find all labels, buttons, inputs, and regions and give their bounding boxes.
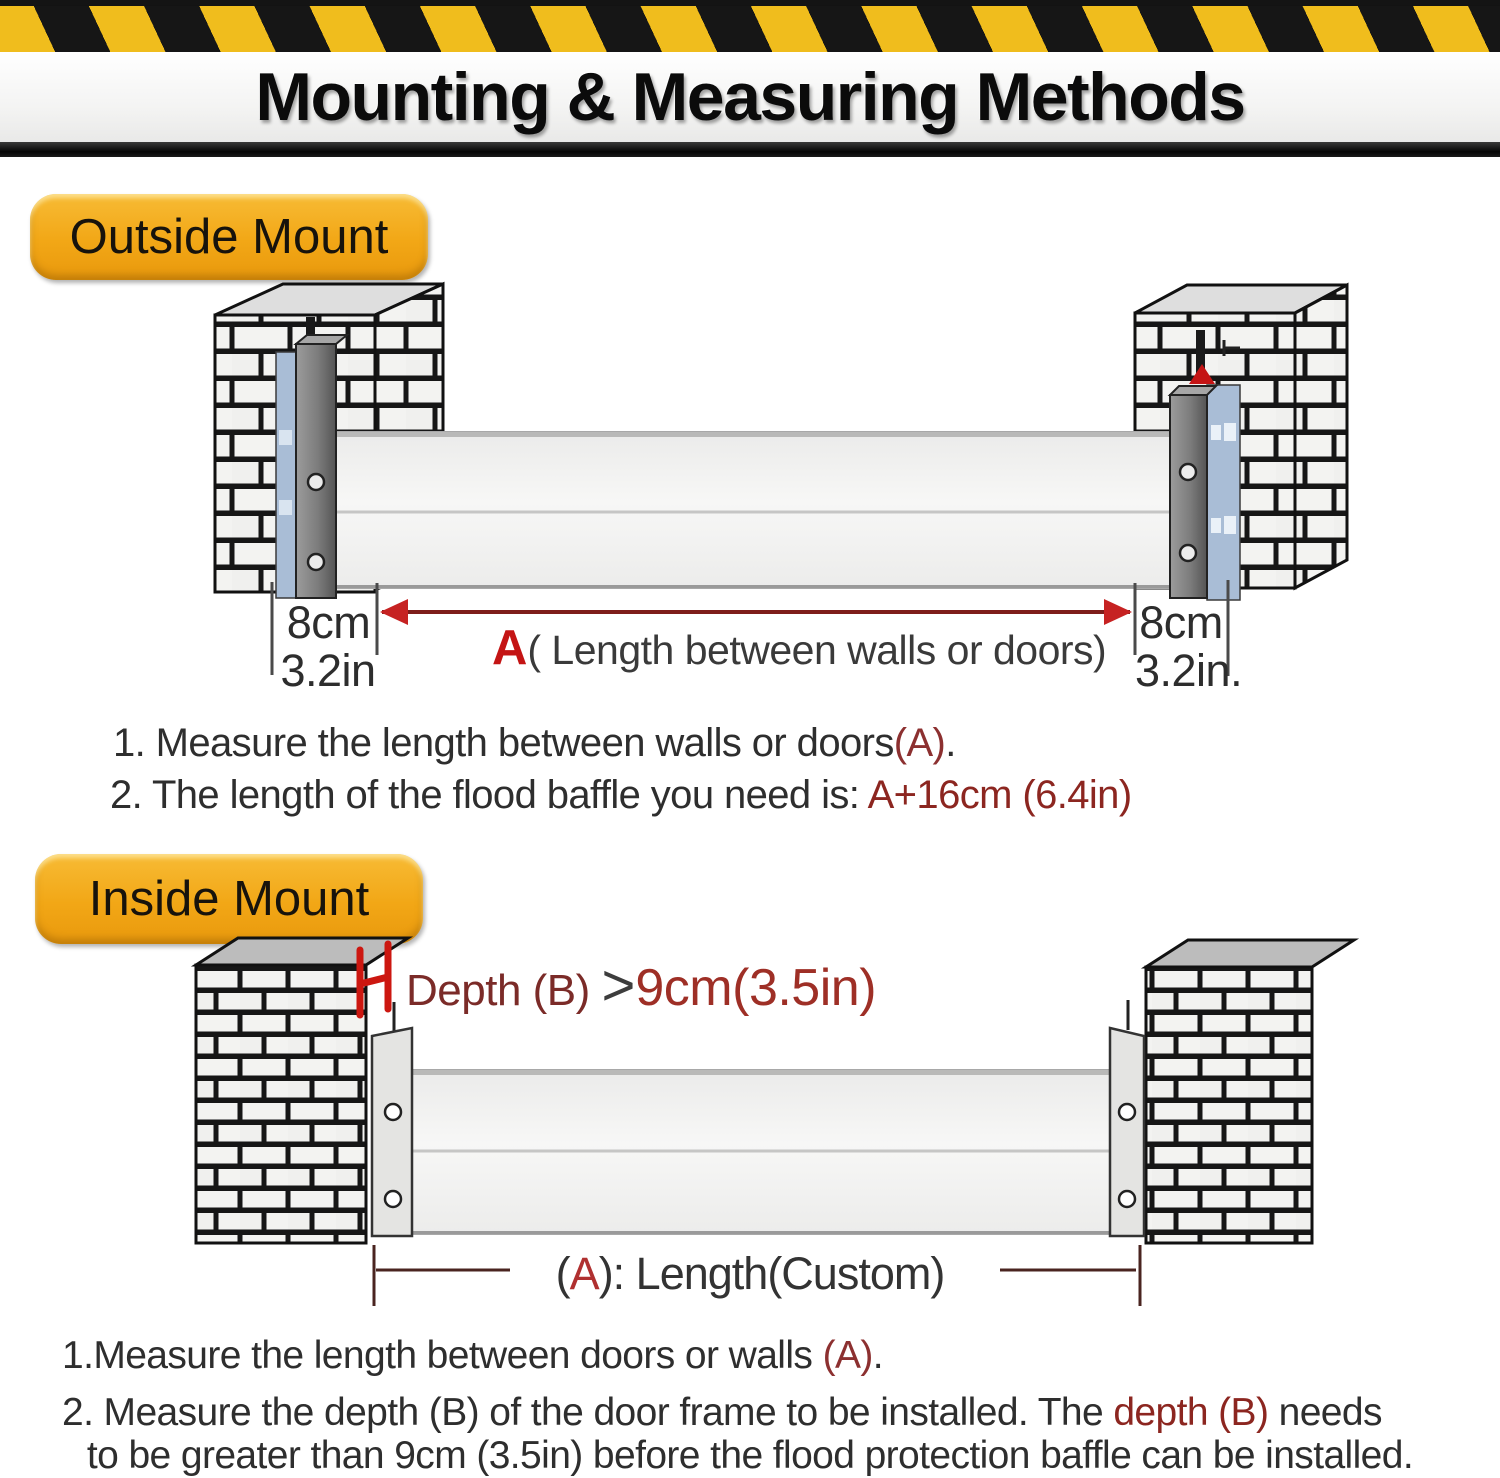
flood-barrier-panel-inside: [412, 1070, 1110, 1234]
depth-b-label: Depth (B) >9cm(3.5in): [406, 953, 877, 1018]
outside-step-2: 2. The length of the flood baffle you need is: A+16cm (6.4in): [110, 773, 1132, 817]
dim-left-in: 3.2in: [280, 645, 376, 696]
outside-left-bracket: [276, 335, 347, 598]
page-title: Mounting & Measuring Methods: [255, 59, 1245, 135]
title-band: [0, 52, 1500, 142]
inside-step-2-line-1: 2. Measure the depth (B) of the door frame to be installed. The depth (B) needs: [62, 1391, 1382, 1434]
outside-right-bracket: [1170, 364, 1240, 600]
inside-mount-label-text: Inside Mount: [88, 872, 370, 926]
hazard-stripes: [0, 6, 1500, 52]
flood-barrier-panel-outside: [336, 432, 1170, 588]
inside-step-1: 1.Measure the length between doors or walls (A).: [62, 1334, 883, 1377]
inside-right-pillar: [1146, 940, 1354, 1243]
banner-bottom-bar: [0, 142, 1500, 157]
inside-mount-label: [35, 854, 423, 944]
dim-a-letter: A: [492, 621, 528, 675]
dim-span-a-label: [492, 620, 1106, 676]
dim-right-cm: 8cm: [1139, 597, 1223, 648]
outside-mount-label: [30, 194, 428, 280]
inside-left-bracket: [372, 1002, 412, 1236]
outside-step-1: 1. Measure the length between walls or doors(A).: [113, 721, 956, 765]
dim-a-custom-label: (A): Length(Custom): [555, 1248, 945, 1299]
dim-right-in: 3.2in.: [1135, 645, 1243, 696]
outside-mount-label-text: Outside Mount: [69, 210, 389, 264]
hazard-banner: [0, 0, 1500, 158]
dim-left-cm: 8cm: [286, 597, 371, 648]
inside-right-bracket: [1110, 1000, 1144, 1236]
inside-step-2-line-2: to be greater than 9cm (3.5in) before the flood protection baffle can be installed.: [86, 1434, 1414, 1477]
dim-a-text: ( Length between walls or doors): [527, 627, 1107, 673]
